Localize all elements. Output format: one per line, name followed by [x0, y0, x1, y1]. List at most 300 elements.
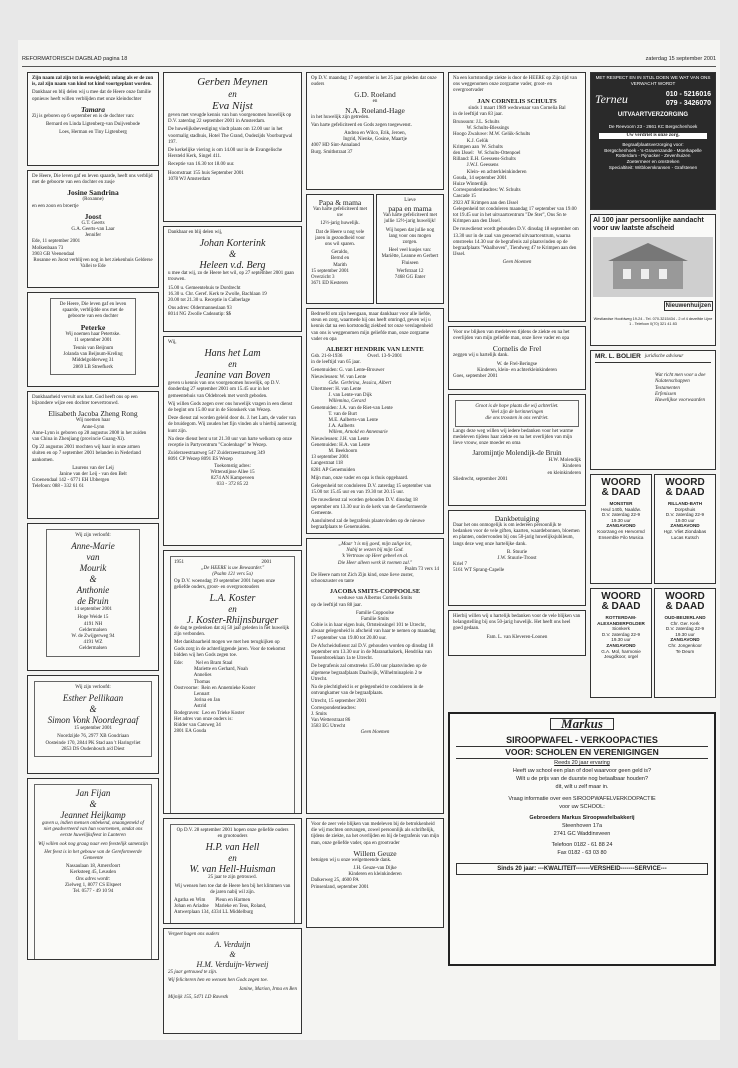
- ad-name: en: [228, 359, 237, 370]
- ad-text: Wij noemen haar: [75, 418, 111, 424]
- ad-text: Rilland: E.H. Geessens-Schults: [453, 157, 516, 163]
- ad-text: Burg. Smithstraat 37: [311, 149, 353, 155]
- ad-text: weduwe van Albertus Cornelis Smits: [337, 596, 413, 602]
- ad-text: Voor de zeer vele blijken van medeleven bij de betrokkenheid die wij mochten ontvangen, zowel persoonlijk als schriftelijk, tijdens de ziekte, na het overlijden en bij de begrafenis van mijn man, onze geliefde vader, opa en grootvader: [311, 822, 440, 846]
- ad-text: Anne-Lynn: [81, 424, 105, 430]
- ad-text: Fam. L. van Kleveren-Loonen: [486, 634, 548, 640]
- ad-text: D.V. zaterdag 22-9: [601, 631, 641, 637]
- ad-name: Elisabeth Jacoba Zheng Rong: [48, 409, 138, 419]
- ad-text: Correspondentieadres: W. Schults: [453, 188, 521, 194]
- ad-text: K.J. Gelük: [453, 138, 489, 144]
- ad-text: RILLAND-BATH: [667, 501, 703, 506]
- ad-text: Bedroefd om zijn heengaan, maar dankbaar voor alle liefde, steun en zorg, waarmede hij ons heeft omringd, geven wij u kennis dat na een kortstondig ziekbed tot onze verslagenheid van ons is weggenomen mijn geliefde man, onze zorgzame vader en opa: [311, 312, 433, 342]
- brand-logo: Markus: [550, 718, 614, 730]
- ad-text: 19.30 uur: [611, 637, 631, 643]
- ad-text: W. Schults-Blessings: [453, 126, 509, 132]
- ad-name: en: [228, 89, 237, 99]
- ad-text: op de leeftijd van 88 jaar.: [311, 602, 362, 608]
- ad-text: Dankbaarheid vervult ons hart. God heeft ons op een bijzondere wijze een dochter toevertrouwd.: [32, 395, 138, 407]
- ad-text: Tel. 0577 - 49 10 94: [72, 889, 114, 895]
- ad-text: 3671 ED Kesteren: [311, 281, 348, 287]
- ad-text: Na de plechtigheid is er gelegenheid te condoleren in de ontvangkamer van de begraafplaats.: [311, 685, 424, 697]
- ad-text: 'k Vertrouw op Heer gebeel en al.: [341, 554, 409, 560]
- ad-text: Vergeet hagen ons ouders: [168, 932, 220, 937]
- ad-text: Toekomstig adres:: [214, 463, 251, 469]
- ad-name: &: [89, 704, 97, 715]
- ad-koster: [163, 550, 302, 814]
- ad-text: 1078 WJ Amsterdam: [168, 176, 211, 182]
- ad-text: T. van de Burt: [311, 411, 357, 417]
- ad-text: Hoogo Zwaluwe: M.W. Gelük-Schults: [453, 132, 531, 138]
- ad-van-kleveren: [448, 610, 586, 656]
- ad-text: J.W. Stuurie-Troost: [497, 556, 537, 562]
- ad-anne-marie: [27, 523, 159, 671]
- ad-text: Prinsenland, september 2001: [311, 884, 369, 890]
- ad-text: 1951 2001: [174, 560, 272, 565]
- ad-text: Willem, Arnold en Annemarie: [311, 430, 388, 436]
- ad-text: geven met vreugde kennis van hun voorgenomen huwelijk op D.V. zaterdag 22 september 2001 in Amsterdam.: [168, 113, 292, 125]
- ad-roeland: [306, 72, 444, 190]
- ad-name: Cornelis de Frel: [492, 344, 542, 354]
- ad-text: 20.00 tot 21.30 u. Receptie in Calberlage: [168, 298, 251, 304]
- ad-text: den IJssel: W. Schults-Ottenpoel: [453, 151, 521, 157]
- ad-name: Josine Sandrina: [67, 188, 119, 198]
- ad-josine: [27, 170, 159, 288]
- ad-text: J.W.J. Geessens: [453, 163, 499, 169]
- ad-text: 8281 AP Genemuiden: [311, 467, 355, 473]
- ad-text: Ede: Nel en Bram Staal: [174, 661, 233, 667]
- ad-text: 19.30 uur: [675, 631, 695, 637]
- ad-text: Nieuwleusen: J.H. van Lente: [311, 436, 369, 442]
- ad-text: Te Deum: [675, 648, 695, 654]
- ad-text: in het huwelijk zijn getreden.: [311, 114, 370, 120]
- ad-text: 8014 NG Zwolle Cadeautip: $$: [168, 312, 232, 318]
- ad-name: Jaromijntje Molendijk-de Bruin: [472, 449, 562, 458]
- ad-text: Telefoon: 088 - 332 61 61: [32, 484, 85, 490]
- ad-markus: [448, 712, 716, 966]
- ad-papa-mama-left: [306, 194, 374, 304]
- ad-text: J. van Lente-van Dijk: [311, 393, 372, 399]
- ad-text: Utrecht, 15 september 2001: [311, 699, 367, 705]
- ad-van-hell: [163, 818, 302, 924]
- ad-logo: WOORD: [665, 477, 705, 488]
- ad-text: Wij noemen haar Petertske.: [65, 331, 121, 337]
- ad-text: De Heere, Die leven gaf en leven spaarde, heeft ons verblijd met de geboorte van een dochter en zusje: [32, 174, 153, 186]
- ad-name: papa en mama: [388, 204, 432, 214]
- ad-name: H.M. Verduijn-Verweij: [196, 960, 269, 970]
- ad-text: G.A. Geerts-van Laar: [71, 227, 115, 233]
- ad-text: Dalkerweg 25, 4600 PA: [311, 878, 359, 884]
- ad-text: Loes, Herman en Tiny Ligtenberg: [59, 130, 127, 136]
- ad-geuze: [306, 818, 444, 928]
- ad-text: Brunssum: J.L. Schults: [453, 120, 500, 126]
- ad-text: Correspondentieadres:: [311, 705, 356, 711]
- ad-text: Thomas: [174, 679, 211, 685]
- ad-text: UITVAARTVERZORGING: [617, 112, 689, 119]
- ad-text: Oosteinde 170, 2844 PK Stad aan 't Haringvliet: [45, 740, 141, 746]
- ad-text: gaven u, indien mensen onbekend, onaangemeld of niet geadverteerd van hun voornemen, omdat ons eerste huwelijksfeest in Lunteren: [42, 821, 144, 839]
- ad-text: Wij willen ook nog graag naar een feestelijk samenzijn: [38, 841, 148, 847]
- ad-text: Geldermalsen: [79, 627, 107, 633]
- ad-logo: & DAAD: [601, 601, 641, 612]
- ad-tamara: [27, 72, 159, 166]
- ad-text: Reeds 20 jaar ervaring: [554, 760, 610, 767]
- ad-text: Ridder van Catsweg 34: [174, 723, 221, 729]
- ad-de-frel: [448, 326, 586, 390]
- ad-text: Sionkerk: [612, 626, 630, 632]
- ad-text: Zijn naam zal zijn tot in eeuwigheid; zolang als er de zon is, zal zijn naam van kind tot kind voortgeplant worden.: [32, 76, 154, 88]
- ad-text: Johan en Ariadne Marieke en Teus, Roland,: [174, 904, 267, 910]
- ad-text: Op D.V. woensdag 19 september 2001 hopen onze geliefde ouders, groot- en overgrootouders: [174, 578, 276, 590]
- ad-text: 2801 EA Gouda: [174, 729, 207, 735]
- ad-text: Noordzijde 76, 2977 XB Goudriaan: [57, 734, 129, 740]
- ad-name: Eva Nijst: [212, 100, 253, 112]
- ad-text: Veel zijn de herinneringen: [490, 410, 544, 416]
- ad-text: G.A. Mol, harmonie: [601, 648, 641, 654]
- ad-name: N.A. Roeland-Hage: [345, 105, 405, 115]
- ad-text: (Roxanne): [82, 197, 104, 203]
- ad-text: Psalm 73 vers 14: [404, 566, 439, 572]
- ad-text: OUD-BEIJERLAND: [664, 615, 706, 620]
- ad-text: M. Beekhoorn: [311, 449, 358, 455]
- ad-text: De huwelijksbevestiging vindt plaats om 12.00 uur in het voormalig stadhuis, Hotel The Grand, Oudezijds Voorburgwal 197.: [168, 127, 293, 145]
- ad-text: Dankbaar en blij delen wij u mee dat de Heere onze familie opnieuw heeft willen verblijden met onze kleindochter: [32, 90, 151, 102]
- ad-text: De kerkelijke viering is om 14.00 uur in de Evangelische Hersteld Kerk, Singel 411.: [168, 148, 283, 160]
- ad-text: Specialtiteit: Witbloemkransen - Grafstenen: [608, 164, 698, 170]
- ad-text: Jolanda van Beijnum-Kreling: [63, 352, 123, 358]
- ad-text: Mijnijk 155, 5471 LD Ravestk: [168, 994, 229, 1000]
- ad-text: Kinderen en kleinkinderen: [348, 872, 402, 878]
- ad-text: 25 jaar getrouwd te zijn.: [168, 970, 218, 976]
- ad-logo: WOORD: [665, 591, 705, 602]
- ad-text: Heul 140b, Naaldw.: [601, 506, 641, 512]
- ad-text: J.A. Aalberts: [311, 424, 355, 430]
- ad-papa-mama-right: [376, 194, 444, 304]
- ad-name: Peterke: [80, 322, 106, 332]
- ad-text: Wat richt men voor u doe: [655, 373, 706, 379]
- ad-text: Wilt u de prijs van de duurste nog betaalbaar houden?: [515, 776, 649, 783]
- ad-text: Hoornstraat 155 huis September 2001: [168, 170, 244, 176]
- ad-text: M.E. Aalberts-van Lente: [311, 418, 378, 424]
- ad-text: Vraag informatie over een SIROOPWAFELVERKOOPACTIE: [508, 796, 656, 803]
- ad-text: Geen bloemen: [360, 730, 390, 736]
- ad-text: J. Smits: [311, 711, 327, 717]
- ad-text: Van Wetterstraat 86: [311, 718, 351, 724]
- ad-text: Kerksteeg 45, Leusden: [70, 870, 116, 876]
- ad-elisabeth: [27, 391, 159, 519]
- ad-text: Werfstraat 12: [396, 268, 424, 274]
- ad-text: Geen bloemen: [502, 260, 532, 266]
- ad-text: Overzicht 3: [311, 275, 335, 281]
- ad-woord-daad-4: [654, 588, 716, 698]
- ad-text: Janine, Marion, Irma en Ben: [238, 986, 297, 992]
- ad-text: en kleinkinderen: [547, 470, 581, 476]
- ad-text: Groot is de hope plaats die wij achterliet.: [475, 404, 559, 409]
- ad-text: Janine van der Leij - van den Belt: [59, 472, 127, 478]
- ad-logo: & DAAD: [601, 487, 641, 498]
- ad-text: 11 september 2001: [74, 337, 112, 343]
- ad-jan-fijan: [27, 778, 159, 960]
- ad-text: 2869 LB Streefkerk: [73, 364, 113, 370]
- ad-text: Wij,: [168, 340, 177, 345]
- ad-name: en: [228, 853, 237, 864]
- ad-name: Jeanine van Boven: [194, 370, 271, 382]
- ad-text: B. Stuurie: [506, 549, 528, 555]
- ad-text: Lieve: [404, 198, 416, 203]
- ad-text: Van harte gefeliciteerd met jullie 12½-jarig huwelijk!: [383, 213, 437, 225]
- brand-logo: MR. L. BOLIER: [595, 353, 641, 360]
- ad-text: Gebroeders Markus Siroopwafelbakkerij: [529, 815, 635, 822]
- ad-text: Voor uw blijken van medeleven tijdens de ziekte en na het overlijden van mijn geliefde man, onze lieve vader en opa: [453, 330, 570, 342]
- ad-text: Bernd en: [330, 256, 350, 262]
- ad-text: u mee dat wij, zo de Heere het wil, op 27 september 2001 gaan trouwen.: [168, 271, 294, 283]
- ad-text: geven u kennis van ons voorgenomen huwelijk, op D.V. donderdag 27 september 2001 om 15.45 uur in het gemeentehuis van Oldebroek met wordt geboden.: [168, 381, 280, 399]
- ad-text: Uw verdriet is onze zorg.: [599, 133, 707, 139]
- ad-name: H.P. van Hell: [205, 842, 260, 854]
- ad-text: G.T. Geerts: [81, 220, 105, 226]
- ad-text: Jorina en Jan: [174, 698, 221, 704]
- ad-text: Gouda, 14 september 2001: [453, 175, 507, 181]
- ad-name: L.A. Koster: [209, 593, 256, 605]
- ad-text: Westlandse Hoofdweg 19-24 - Tel. 070-3215434 - 2 of 4 dezelfde Lijne 1 - Telefoon 0(70) 321 41 83: [593, 317, 713, 326]
- fax-number: Fax 0182 - 63 03 80: [557, 850, 607, 857]
- ad-text: De rouwdienst zal worden gehouden D.V. dinsdag 18 september om 13.30 uur in de kerk van de Gereformeerde Gemeente.: [311, 498, 427, 516]
- ad-text: Chr. Jongenkoor: [668, 642, 702, 648]
- ad-text: en een zoon en broertje: [32, 203, 79, 209]
- ad-text: Nassaulaan 18, Amersfoort: [65, 864, 121, 870]
- ad-gerben: [163, 72, 302, 222]
- ad-text: 4007 HD Sint-Annaland: [311, 143, 360, 149]
- ad-name: J. Koster-Rhijnsburger: [186, 615, 279, 627]
- ad-text: ZANGAVOND: [670, 523, 700, 529]
- ad-text: de dag te gedenken dat zij 50 jaar geleden in het huwelijk zijn verbonden.: [174, 626, 290, 638]
- ad-name: Esther Pellikaan: [62, 693, 124, 704]
- ad-text: Teunis van Beijnum: [72, 346, 114, 352]
- ad-text: De Afscheidsdienst zal D.V. gehouden worden op dinsdag 18 september om 13.30 uur in de Maranathakerk, Hendrika van Tussenbroeklaan 1a te Utrecht.: [311, 643, 434, 662]
- phone-number: 010 - 5216016: [665, 91, 711, 99]
- ad-text: 033 - 372 85 22: [216, 482, 249, 488]
- phone-number: 079 - 3426070: [665, 100, 711, 108]
- ad-name: en: [228, 604, 237, 615]
- ad-text: Zuiderzeestraatweg 547 Zuiderzeestraatweg 349: [168, 451, 266, 457]
- ad-text: Nabij te wezen bij mijn God.: [346, 548, 404, 554]
- ad-text: dit, wilt u zelf maar in.: [555, 784, 609, 791]
- ad-text: Agatha en Wim Pleun en Harmen: [174, 898, 251, 904]
- ad-text: W. de Frel-Beringse: [496, 361, 538, 367]
- ad-text: ROTTERDAM-ALEXANDERPOLDER: [597, 615, 645, 626]
- ad-text: Cascade 15: [453, 194, 476, 200]
- ad-text: sinds 1 maart 1989 weduwnaar van Cornelia Bal: [468, 105, 566, 111]
- ad-text: Lucas Kutsch: [671, 534, 699, 540]
- ad-text: De Reevoorn 23 - 2661 KC Bergschenhoek: [608, 124, 698, 130]
- ad-text: Wij zijn verloofd:: [75, 533, 111, 538]
- ad-name: Papa & mama: [318, 198, 362, 207]
- ad-text: Steenhoven 17a: [561, 823, 603, 830]
- ad-text: Daar het ons onmogelijk is om iedereen persoonlijk te bedanken voor de vele giften, kaarten, waardebonnen, bloemen en planten, ondervonden bij ons 50-jarig huwelijksjubileum, langs deze weg onze hartelijke dank.: [453, 523, 580, 547]
- ad-name: Jeannet Heijkamp: [60, 810, 126, 820]
- ad-text: Hgz. Vliet Ziondabas: [663, 528, 707, 534]
- phone-number: Telefoon 0182 - 61 88 24: [551, 842, 613, 849]
- ad-text: Geraldo,: [331, 250, 349, 256]
- ad-text: Hierbij willen wij u hartelijk bedanken voor de vele blijken van belangstelling bij ons 50-jarig huwelijk. Het heeft ons heel goed gedaan.: [453, 614, 581, 632]
- ad-text: Uitertmeer: H. van Lente: [311, 387, 362, 393]
- ad-heading: Dankbetuiging: [494, 514, 540, 523]
- ad-text: 19.30 uur: [611, 517, 631, 523]
- ad-text: Krimpen aan W. Schults: [453, 144, 503, 150]
- ad-text: Met dankbaarheid mogen we met hen terugkijken op Gods zorg in de achterliggende jaren. Voor de toekomst bidden wij hen Gods zegen toe.: [174, 640, 286, 658]
- ad-text: J.H. Geuze-van Dijke: [353, 866, 397, 872]
- ad-text: Laurens van der Leij: [72, 465, 114, 471]
- ad-text: Na een kortstondige ziekte is door de HEERE op Zijn tijd van ons weggenomen onze zorgzame vader, groot- en overgrootvader: [453, 76, 577, 94]
- ad-woord-daad-2: [654, 474, 716, 584]
- ad-name: &: [89, 574, 97, 585]
- ad-esther: [27, 675, 159, 774]
- ad-name: &: [229, 950, 236, 960]
- ad-text: MET RESPECT EN IN STIJL DOEN WE WAT VAN ONS VERWACHT WORDT: [595, 75, 711, 86]
- ad-text: ZANGAVOND: [606, 523, 636, 529]
- ad-text: in de leeftijd van 65 jaar.: [311, 360, 361, 366]
- ad-name: Hans het Lam: [204, 348, 261, 360]
- ad-text: juridische adviseur: [644, 354, 684, 359]
- ad-text: Astrid: [174, 704, 207, 710]
- ad-text: „Maar 't is mij goed, mijn zalige lot,: [338, 542, 412, 547]
- ad-text: Goes, september 2001: [453, 374, 498, 380]
- ad-text: Sliedrecht, september 2001: [453, 476, 508, 482]
- ad-text: Dat de Heere u nog vele jaren in gezondheid voor ons wil sparen.: [315, 229, 365, 248]
- ad-van-lente: [306, 308, 444, 534]
- ad-text: 14 september 2001: [73, 607, 113, 613]
- ad-100-jaar: [590, 214, 716, 346]
- ad-text: Geldermalsen: [79, 646, 107, 652]
- ad-text: ZANGAVOND: [606, 642, 636, 648]
- ad-text: Ons adres: Oldermanneslaan 93: [168, 306, 232, 312]
- ad-text: Rotterdam - Pijnacker - Zevenhuizen: [615, 153, 691, 159]
- ad-text: Jennifer: [84, 233, 102, 239]
- ad-text: Kriel 7: [453, 562, 468, 568]
- ad-text: Oostvoorne: Rein en Annemieke Koster: [174, 685, 256, 691]
- ad-text: 3583 EG Utrecht: [311, 724, 346, 730]
- ad-slogan: Sinds 20 jaar: ---KWALITEIT-------VERSHEID-------SERVICE---: [456, 863, 708, 875]
- ad-text: die ons troosten in ons verdriet.: [485, 416, 549, 422]
- ad-hans: [163, 336, 302, 546]
- ad-text: 8091 CP Wezep 8091 ES Wezep: [168, 457, 233, 463]
- ad-text: Genemuiden: H.A. van Lente: [311, 442, 371, 448]
- ad-text: Dankbaar en blij delen wij,: [168, 230, 223, 235]
- ad-text: De begrafenis zal omstreeks 15.00 uur plaatsvinden op de algemene begraafplaats Daalwijk, Wilhelminaplein 2 te Utrecht.: [311, 664, 427, 682]
- ad-text: Wij wensen hen toe dat de Heere hen bij het klimmen van de jaren nabij wil zijn.: [174, 883, 291, 895]
- ad-text: De Heere, Die leven gaf en leven spaarde, verblijdde ons met de geboorte van een dochter: [59, 302, 127, 320]
- ad-text: in de leeftijd van 83 jaar.: [453, 111, 503, 117]
- ad-text: D.V. zaterdag 22-9: [665, 626, 705, 632]
- ad-text: Antwerplaan 134, 4334 LL Middelburg: [174, 910, 254, 916]
- ad-text: Familie Smits: [361, 617, 389, 623]
- ad-logo: WOORD: [601, 591, 641, 602]
- ad-text: Die Heer alleen werk ik roemen zal.": [337, 560, 413, 566]
- ad-logo: WOORD: [601, 477, 641, 488]
- ad-text: Gsb. 21-8-1936 Overl. 13-9-2001: [311, 354, 403, 360]
- ad-name: van: [86, 552, 100, 563]
- ad-bolier: [590, 350, 716, 470]
- ad-text: Huize Winterdijk: [453, 182, 488, 188]
- ad-text: Andrea en Wilco, Erik, Jeroen,: [344, 131, 406, 137]
- ad-name: JACOBA SMITS-COPPOOLSE: [329, 588, 421, 596]
- ad-text: 3903 GB Veenendaal: [32, 251, 75, 257]
- ad-text: (Psalm 121 vers 5a): [212, 572, 253, 578]
- ad-text: Al 100 jaar persoonlijke aandacht voor uw laatste afscheid: [593, 217, 704, 232]
- ad-text: Wij willen Gods zegen over ons huwelijk vragen in een dienst de begint om 15.00 uur in de Sionskerk van Wezep.: [168, 401, 293, 414]
- ad-text: Anne-Lynn is geboren op 28 augustus 2000 in het zuiden van China in Zhenjiang (provincie Guang-Xi).: [32, 430, 147, 443]
- ad-text: betuigen wij u onze welgemeende dank.: [311, 857, 392, 863]
- ad-text: 25 jaar te zijn getrouwd.: [208, 875, 257, 881]
- ad-text: Op D.V. 28 september 2001 hopen onze geliefde ouders en grootouders: [176, 828, 289, 840]
- ad-text: Cobie is in haar eigen huis, Ortsteinsingel 101 te Utrecht, alwaar gelegenheid is afscheid van haar te nemen op maandag 17 september van 19.00 tot 20.00 uur.: [311, 623, 436, 641]
- ad-text: Middelgolderweg 31: [72, 358, 114, 364]
- ad-text: Het feest is in het gebouw van de Gereformeerde Gemeente: [44, 849, 142, 862]
- header-left: REFORMATORISCH DAGBLAD pagina 18: [22, 56, 128, 62]
- ad-text: Heeft uw school een plan of doel waarvoor geen geld is?: [512, 768, 652, 775]
- ad-name: W. van Hell-Huisman: [189, 864, 276, 876]
- ad-logo: & DAAD: [665, 601, 705, 612]
- ad-woord-daad-3: [590, 588, 652, 698]
- ad-logo: & DAAD: [665, 487, 705, 498]
- ad-name: JAN CORNELIS SCHULTS: [477, 97, 557, 105]
- ad-text: Gelegenheid tot condoleren D.V. zaterdag 15 september van 15.00 tot 15.45 uur en van 19.30 tot 20.15 uur.: [311, 484, 432, 496]
- ad-text: Rosanne en Joost verblijven nog in het ziekenhuis Gelderse Vallei te Ede: [33, 258, 153, 270]
- ad-text: Gelegenheid tot condoleren maandag 17 september van 19.00 tot 19.45 uur in het uitvaartcentrum "De Ster", Ons Sn te Krimpen aan den IJssel.: [453, 206, 577, 225]
- ad-text: Huwelijkse voorwaarden: [655, 398, 705, 404]
- ad-text: W. de Zwijgerweg 94: [71, 634, 115, 640]
- ad-text: voor uw SCHOOL:: [559, 804, 605, 811]
- ad-text: Familie Coppoolse: [356, 610, 394, 616]
- ad-text: Testamenten: [655, 385, 680, 391]
- ad-text: MONSTER: [609, 501, 633, 506]
- ad-text: Mariette en Gerhard, Noah: [174, 667, 248, 673]
- ad-text: 19.00 uur: [675, 517, 695, 523]
- ad-text: Ingrid, Nienke, Gosine, Maartje: [343, 137, 407, 143]
- ad-text: Jeugdkoor, orgel: [604, 654, 638, 660]
- ad-text: Van harte gefeliciteerd en Gods zegen toegewenst.: [311, 122, 412, 128]
- ad-text: Groenendaal 142 - 6771 EH Ubbergen: [32, 478, 110, 484]
- ad-text: Chr. Ger. Kerk: [670, 620, 700, 626]
- ad-text: Klein- en achterkleinkinderen: [453, 169, 527, 175]
- ad-johan: [163, 226, 302, 332]
- page-header: [22, 56, 716, 67]
- ad-name: Jan Fijan: [75, 788, 111, 798]
- ad-text: 8274 AN Kampeveen: [210, 476, 255, 482]
- ad-text: 2923 AT Krimpen aan den IJssel: [453, 200, 519, 206]
- ad-text: Kinderen: [562, 464, 581, 470]
- ad-text: Molkenbaan 73: [32, 245, 64, 251]
- ad-text: Op D.V. maandag 17 september is het 25 jaar geleden dat onze ouders: [311, 76, 437, 88]
- ad-text: Wij zijn verloofd:: [75, 685, 111, 690]
- ad-text: 7468 GG Enter: [394, 275, 426, 281]
- ad-text: Nalatenschappen: [655, 379, 690, 385]
- ad-text: H.W. Molendijk: [548, 458, 581, 464]
- ad-text: Hoge Weide 15: [77, 615, 109, 621]
- ad-text: Bernard en Linda Ligtenberg-van Duijvenbode: [45, 122, 141, 128]
- ad-text: Genemuiden: J.A. van de Riet-van Lente: [311, 405, 393, 411]
- ad-text: Willemina, Gerard: [311, 399, 366, 405]
- ad-text: Zielweg 1, 8077 CS Elspeet: [65, 882, 121, 888]
- ad-name: de Bruin: [77, 596, 109, 607]
- ad-heading: VOOR: SCHOLEN EN VERENIGINGEN: [456, 746, 708, 759]
- ad-text: Begraafplaatsverzorging voor:: [622, 142, 684, 148]
- ad-text: De rouwdienst wordt gehouden D.V. dinsdag 18 september om 13.30 uur in de zaal van genoemd uitvaartcentrum, waarna omstreeks 14.30 uur de begrafenis zal plaatsvinden op de begraafplaats "Waalhoven", Tiendweg 47 te Krimpen aan den IJssel.: [453, 227, 579, 258]
- ad-text: Van harte gefeliciteerd met uw: [313, 207, 367, 219]
- ad-text: 12½-jarig huwelijk.: [320, 221, 360, 227]
- ad-text: 4191 NH: [83, 621, 103, 627]
- ad-name: &: [89, 799, 97, 809]
